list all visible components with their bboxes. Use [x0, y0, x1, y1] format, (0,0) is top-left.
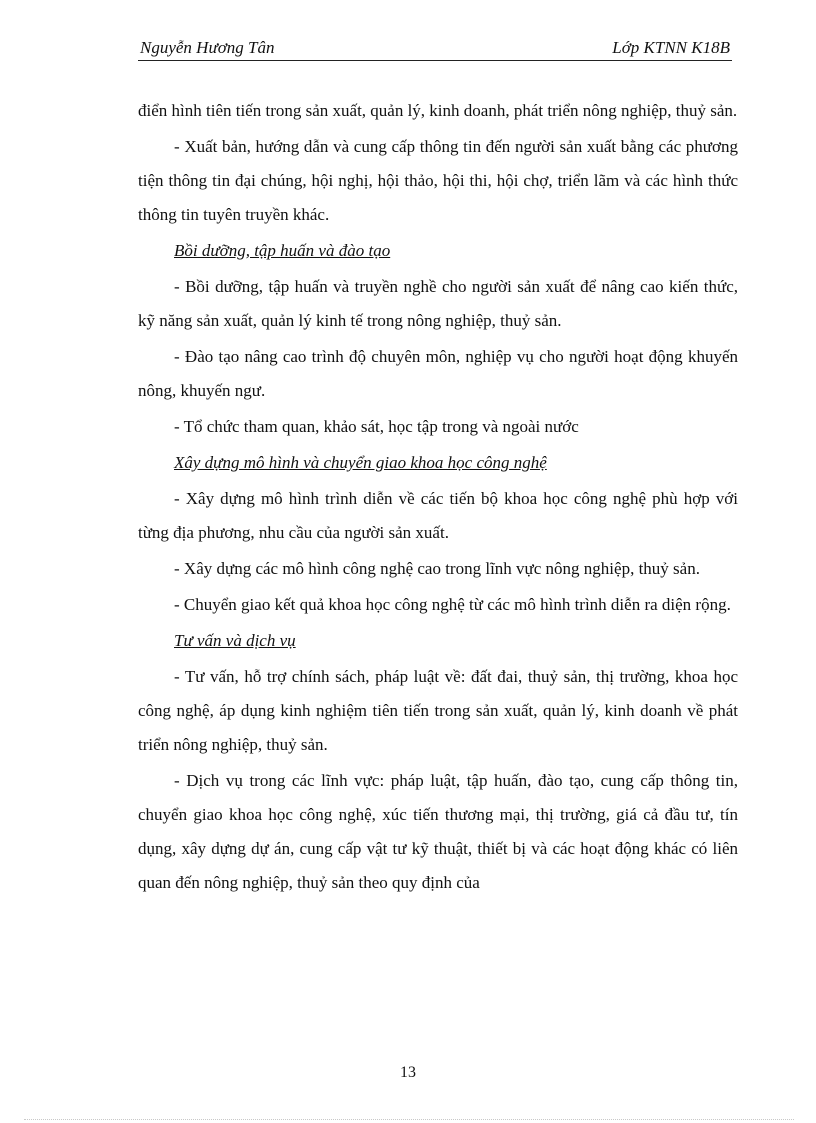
section-heading: Bồi dưỡng, tập huấn và đào tạo [174, 241, 391, 260]
page-header [138, 38, 732, 61]
document-body [138, 94, 738, 902]
paragraph: - Bồi dưỡng, tập huấn và truyền nghề cho người sản xuất để nâng cao kiến thức, kỹ năng sản xuất, quản lý kinh tế trong nông nghiệp, thuỷ sản. [138, 277, 738, 330]
paragraph: - Tư vấn, hỗ trợ chính sách, pháp luật về: đất đai, thuỷ sản, thị trường, khoa học công nghệ, áp dụng kinh nghiệm tiên tiến trong sản xuất, quản lý, kinh doanh về phát triển nông nghiệp, thuỷ sản. [138, 667, 738, 754]
paragraph: - Dịch vụ trong các lĩnh vực: pháp luật, tập huấn, đào tạo, cung cấp thông tin, chuyển giao khoa học công nghệ, xúc tiến thương mại, thị trường, giá cả đầu tư, tín dụng, xây dựng dự án, cung cấp vật tư kỹ thuật, thiết bị và các hoạt động khác có liên quan đến nông nghiệp, thuỷ sản theo quy định của [138, 771, 738, 892]
paragraph: điển hình tiên tiến trong sản xuất, quản lý, kinh doanh, phát triển nông nghiệp, thuỷ sản. [138, 101, 738, 120]
paragraph: - Xuất bản, hướng dẫn và cung cấp thông tin đến người sản xuất bằng các phương tiện thông tin đại chúng, hội nghị, hội thảo, hội thi, hội chợ, triển lãm và các hình thức thông tin tuyên truyền khác. [138, 137, 738, 224]
paragraph: - Xây dựng các mô hình công nghệ cao trong lĩnh vực nông nghiệp, thuỷ sản. [174, 559, 700, 578]
paragraph: - Đào tạo nâng cao trình độ chuyên môn, nghiệp vụ cho người hoạt động khuyến nông, khuyến ngư. [138, 347, 738, 400]
page-number: 13 [400, 1064, 416, 1081]
section-heading: Tư vấn và dịch vụ [174, 631, 296, 650]
paragraph: - Chuyển giao kết quả khoa học công nghệ từ các mô hình trình diễn ra diện rộng. [174, 595, 731, 614]
header-author: Nguyễn Hương Tân [140, 38, 275, 57]
paragraph: - Tổ chức tham quan, khảo sát, học tập trong và ngoài nước [174, 417, 579, 436]
paragraph: - Xây dựng mô hình trình diễn về các tiến bộ khoa học công nghệ phù hợp với từng địa phương, nhu cầu của người sản xuất. [138, 489, 738, 542]
page-bottom-divider [24, 1119, 794, 1120]
section-heading: Xây dựng mô hình và chuyển giao khoa học công nghệ [174, 453, 547, 472]
header-class: Lớp KTNN K18B [612, 38, 730, 57]
